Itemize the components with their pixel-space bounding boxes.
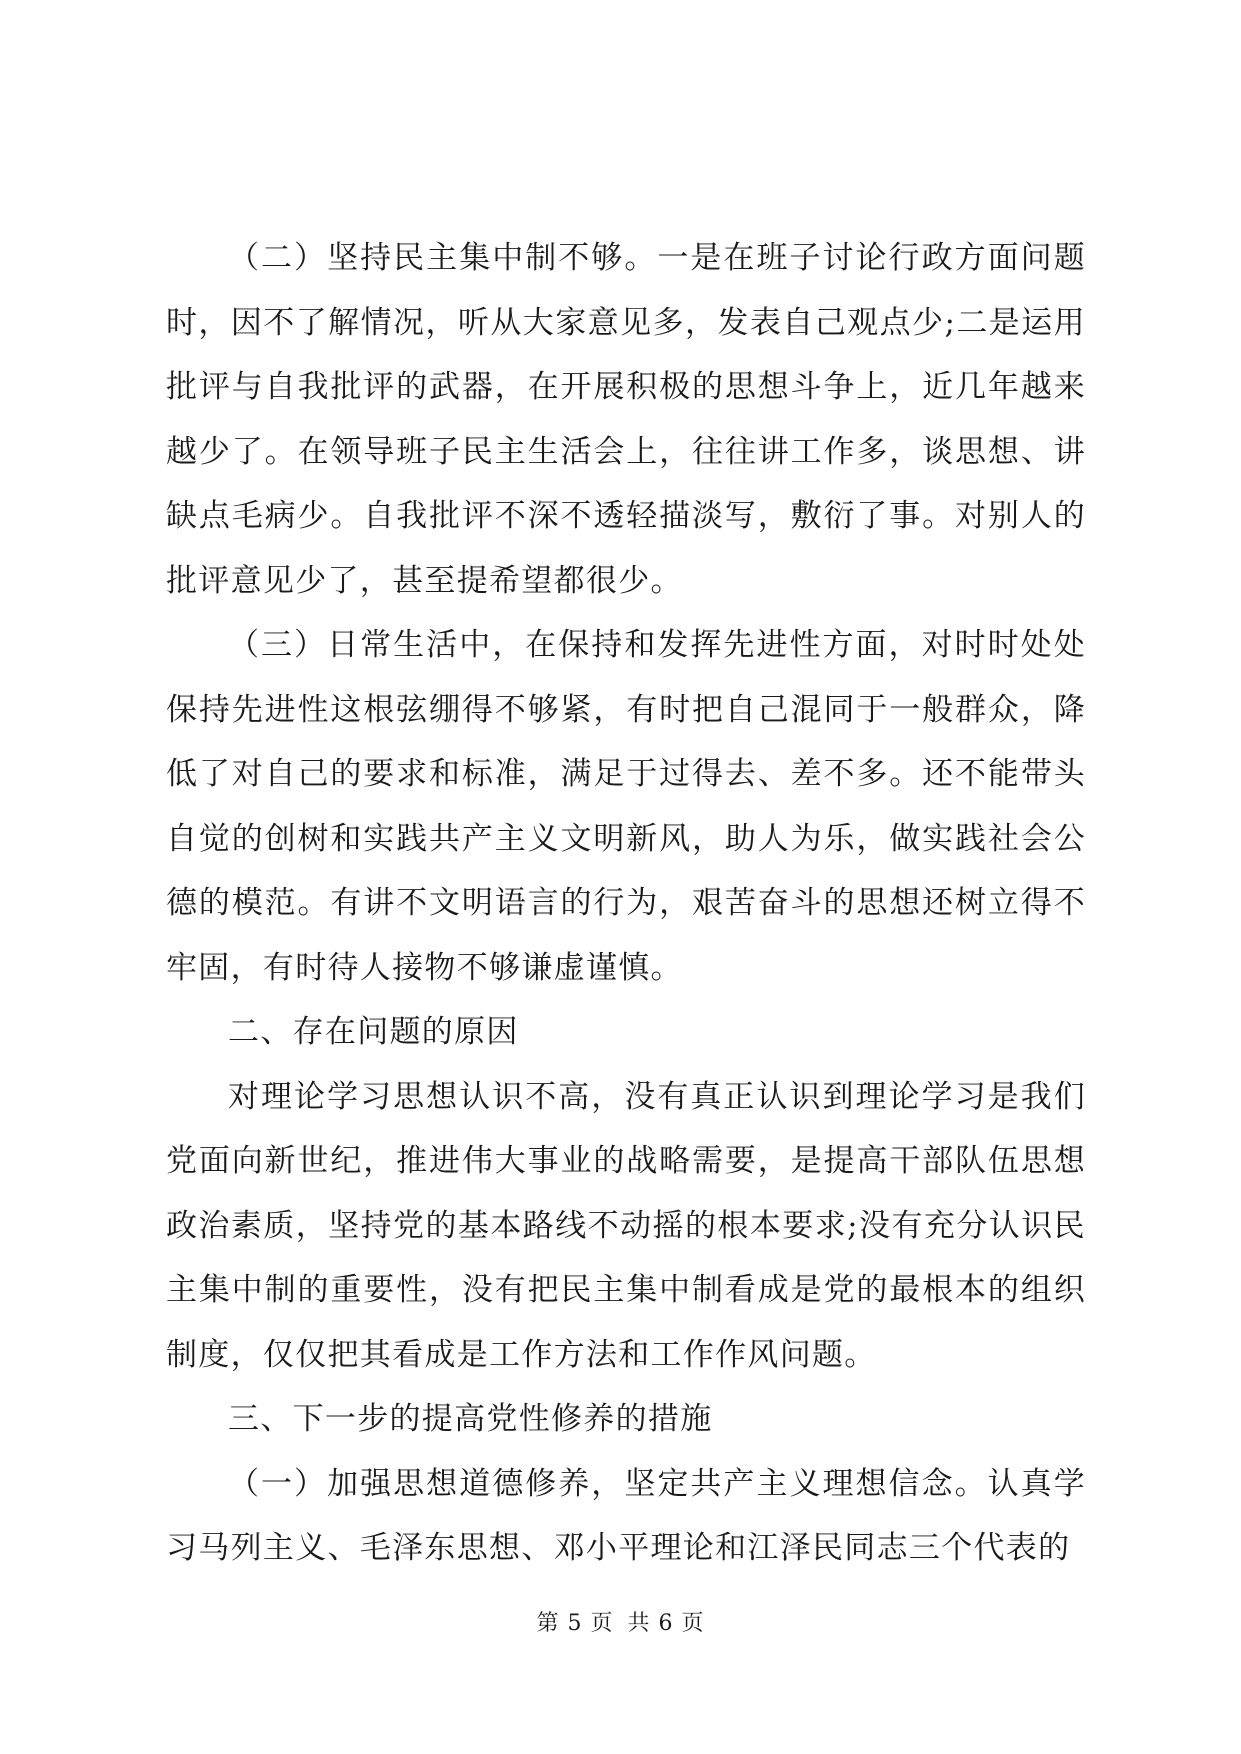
paragraph-causes: 对理论学习思想认识不高，没有真正认识到理论学习是我们党面向新世纪，推进伟大事业的战略需要，是提高干部队伍思想政治素质，坚持党的基本路线不动摇的根本要求;没有充分认识民主集中制的重要性，没有把民主集中制看成是党的最根本的组织制度，仅仅把其看成是工作方法和工作作风问题。 <box>166 1078 1086 1373</box>
paragraph-measures-1: （一）加强思想道德修养，坚定共产主义理想信念。认真学习马列主义、毛泽东思想、邓小平理论和江泽民同志三个代表的 <box>166 1465 1086 1566</box>
page-total: 共 6 页 <box>627 1611 705 1636</box>
section-heading-measures: 三、下一步的提高党性修养的措施 <box>228 1401 713 1437</box>
page-number: 第 5 页 <box>536 1611 614 1636</box>
paragraph-democratic-centralism: （二）坚持民主集中制不够。一是在班子讨论行政方面问题时，因不了解情况，听从大家意见多，发表自己观点少;二是运用批评与自我批评的武器，在开展积极的思想斗争上，近几年越来越少了。在领导班子民主生活会上，往往讲工作多，谈思想、讲缺点毛病少。自我批评不深不透轻描淡写，敷衍了事。对别人的批评意见少了，甚至提希望都很少。 <box>166 240 1086 599</box>
page-footer <box>0 1606 1241 1637</box>
document-body <box>166 226 1086 1581</box>
section-heading-causes: 二、存在问题的原因 <box>228 1014 519 1050</box>
paragraph-daily-life: （三）日常生活中，在保持和发挥先进性方面，对时时处处保持先进性这根弦绷得不够紧，有时把自己混同于一般群众，降低了对自己的要求和标准，满足于过得去、差不多。还不能带头自觉的创树和实践共产主义文明新风，助人为乐，做实践社会公德的模范。有讲不文明语言的行为，艰苦奋斗的思想还树立得不牢固，有时待人接物不够谦虚谨慎。 <box>166 627 1086 986</box>
